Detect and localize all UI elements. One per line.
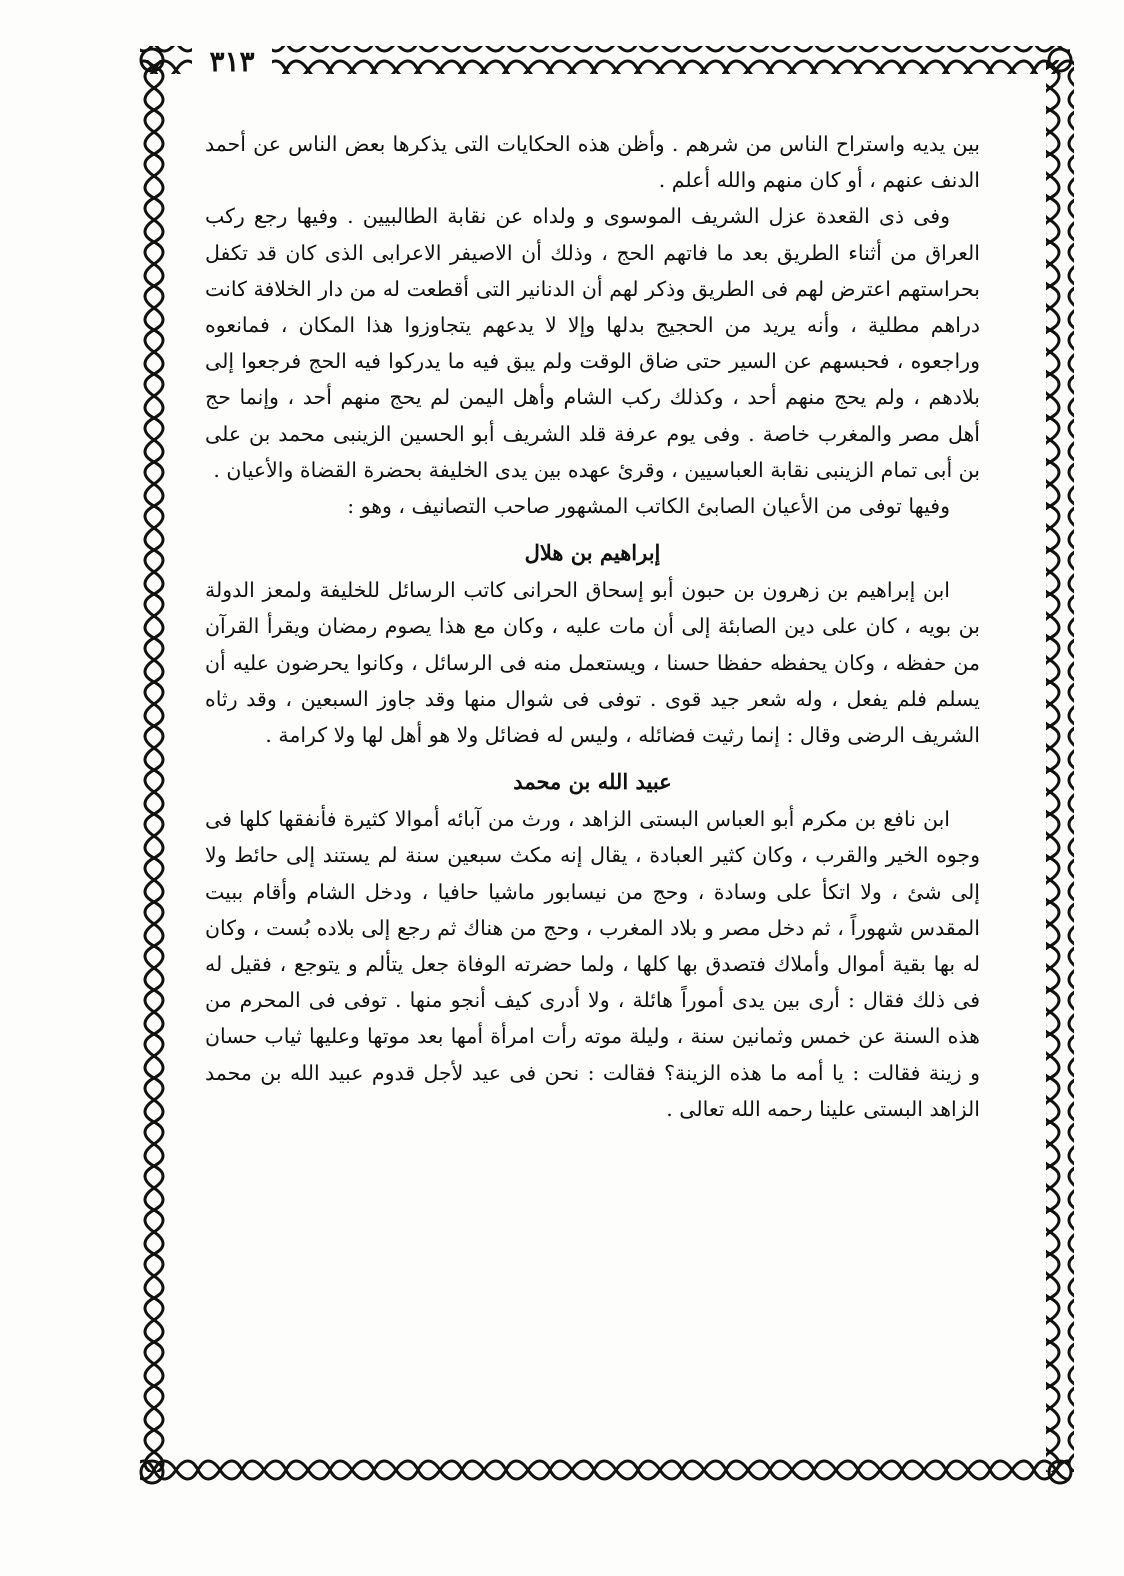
heading-ubaidallah-ibn-muhammad: عبيد الله بن محمد <box>513 769 672 795</box>
page-body <box>205 126 980 1127</box>
paragraph-ubaidallah-biography: ابن نافع بن مكرم أبو العباس البستى الزاهد ، ورث من آبائه أموالا كثيرة فأنفقها كلها فى وجوه الخير والقرب ، وكان كثير العبادة ، يقال إنه مكث سبعين سنة لم يستند إلى حائط ولا إلى شئ ، ولا اتكأ على وسادة ، وحج من نيسابور ماشيا حافيا ، ودخل الشام وأقام ببيت المقدس شهوراً ، ثم دخل مصر و بلاد المغرب ، وحج من هناك ثم رجع إلى بلاده بُست ، وكان له بها بقية أموال وأملاك فتصدق بها كلها ، ولما حضرته الوفاة جعل يتألم و يتوجع ، فقيل له فى ذلك فقال : أرى بين يدى أموراً هائلة ، ولا أدرى كيف أنجو منها . توفى فى المحرم من هذه السنة عن خمس وثمانين سنة ، وليلة موته رأت امرأة أمها بعد موتها وعليها ثياب حسان و زينة فقالت : يا أمه ما هذه الزينة؟ فقالت : نحن فى عيد لأجل قدوم عبيد الله بن محمد الزاهد البستى علينا رحمه الله تعالى . <box>205 807 980 1121</box>
paragraph-events: وفى ذى القعدة عزل الشريف الموسوى و ولداه عن نقابة الطالبيين . وفيها رجع ركب العراق من أثناء الطريق بعد ما فاتهم الحج ، وذلك أن الاصيفر الاعرابى الذى كان قد تكفل بحراستهم اعترض لهم فى الطريق وذكر لهم أن الدنانير التى أقطعت له من دار الخلافة كانت دراهم مطلية ، وأنه يريد من الحجيج بدلها وإلا لا يدعهم يتجاوزوا هذا المكان ، فمانعوه وراجعوه ، فحبسهم عن السير حتى ضاق الوقت ولم يبق فيه ما يدركوا فيه الحج فرجعوا إلى بلادهم ، ولم يحج منهم أحد ، وكذلك ركب الشام وأهل اليمن لم يحج منهم أحد ، وإنما حج أهل مصر والمغرب خاصة . وفى يوم عرفة قلد الشريف أبو الحسين الزينبى محمد بن على بن أبى تمام الزينبى نقابة العباسيين ، وقرئ عهده بين يدى الخليفة بحضرة القضاة والأعيان . <box>205 204 980 482</box>
paragraph-obituaries-intro: وفيها توفى من الأعيان الصابئ الكاتب المشهور صاحب التصانيف ، وهو : <box>347 494 950 519</box>
paragraph-continuation: بين يديه واستراح الناس من شرهم . وأظن هذه الحكايات التى يذكرها بعض الناس عن أحمد الدنف عنهم ، أو كان منهم والله أعلم . <box>205 132 980 193</box>
heading-ibrahim-ibn-hilal: إبراهيم بن هلال <box>524 540 661 566</box>
page-number: ٣١٣ <box>192 44 272 80</box>
paragraph-ibrahim-biography: ابن إبراهيم بن زهرون بن حبون أبو إسحاق الحرانى كاتب الرسائل للخليفة ولمعز الدولة بن بويه ، كان على دين الصابئة إلى أن مات عليه ، وكان مع هذا يصوم رمضان ويقرأ القرآن من حفظه ، وكان يحفظه حفظا حسنا ، ويستعمل منه فى الرسائل ، وكانوا يحرضون عليه أن يسلم فلم يفعل ، وله شعر جيد قوى . توفى فى شوال منها وقد جاوز السبعين ، وقد رثاه الشريف الرضى وقال : إنما رثيت فضائله ، وليس له فضائل ولا هو أهل لها ولا كرامة . <box>205 578 980 748</box>
